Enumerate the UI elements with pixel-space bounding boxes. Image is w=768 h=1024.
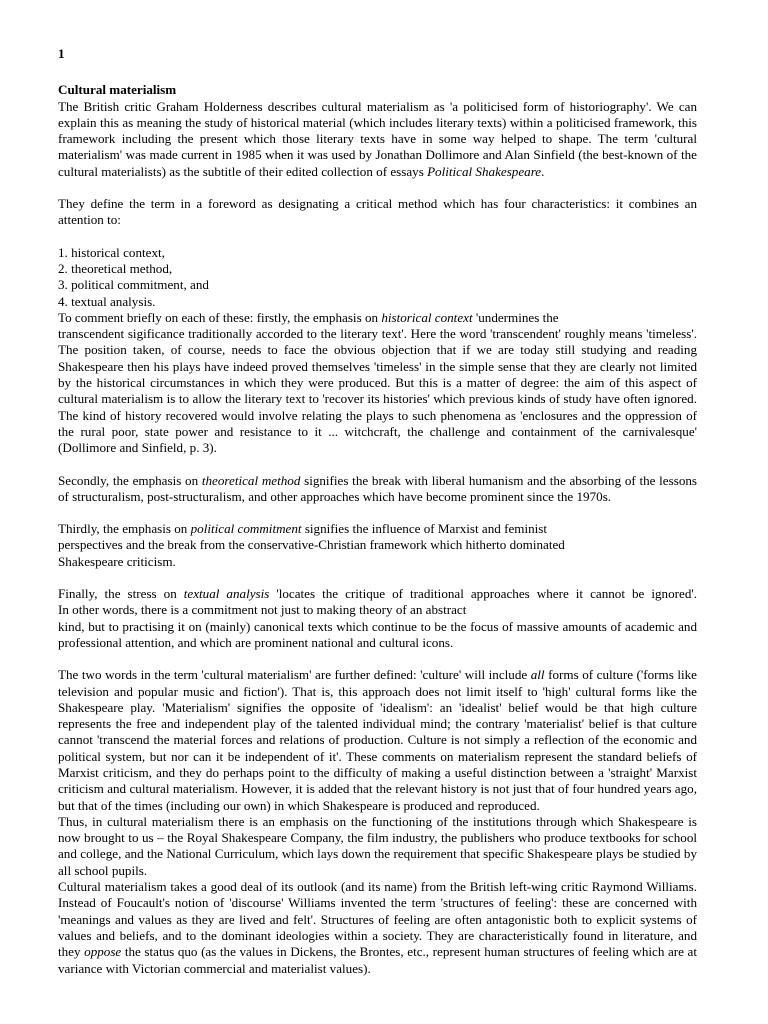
characteristics-list bbox=[58, 245, 697, 310]
text-span: To comment briefly on each of these: firstly, the emphasis on bbox=[58, 309, 382, 325]
paragraph-raymond-williams bbox=[58, 879, 697, 977]
paragraph-political-commitment bbox=[58, 521, 697, 570]
list-item: 1. historical context, bbox=[58, 244, 165, 260]
emphasis-textual-analysis: textual analysis bbox=[183, 586, 270, 602]
line: perspectives and the break from the conservative-Christian framework which hitherto dominated bbox=[58, 537, 565, 553]
paragraph-intro bbox=[58, 99, 697, 180]
paragraph-historical-context-first-line bbox=[58, 310, 697, 326]
paragraph-theoretical-method bbox=[58, 473, 697, 506]
text-span: signifies the influence of Marxist and feminist bbox=[301, 521, 547, 537]
text-span: forms of culture ('forms like television and popular music and fiction'). That is, this approach does not limit itself to 'high' cultural forms like the Shakespeare play. 'Materialism' signifies the opposite of 'idealism': an 'idealist' belief would be that high culture represents the free and independent play of the talented individual mind; the contrary 'materialist' belief is that culture cannot 'transcend the material forces and relations of production. Culture is not simply a reflection of the economic and political system, but nor can it be independent of it'. These comments on materialism represent the standard beliefs of Marxist criticism, and they do perhaps point to the difficulty of making a useful distinction between a 'straight' Marxist criticism and cultural materialism. However, it is added that the relevant history is not just that of four hundred years ago, but that of the times (including our own) in which Shakespeare is produced and reproduced. bbox=[58, 667, 697, 813]
text-span: signifies the break with liberal humanism and the absorbing of the lessons of structuralism, post-structuralism, and other approaches which have become prominent since the 1970s. bbox=[58, 472, 698, 504]
section-title: Cultural materialism bbox=[58, 82, 177, 98]
emphasis-political-commitment: political commitment bbox=[190, 521, 302, 537]
line: Shakespeare criticism. bbox=[58, 553, 176, 569]
emphasis-oppose: oppose bbox=[84, 944, 122, 960]
text-span: Secondly, the emphasis on bbox=[58, 472, 202, 488]
text-span: The two words in the term 'cultural materialism' are further defined: 'culture' will include bbox=[58, 667, 531, 683]
line: In other words, there is a commitment not just to making theory of an abstract bbox=[58, 602, 467, 618]
paragraph-intro-text: The British critic Graham Holderness describes cultural materialism as 'a politicised form of historiography'. We can explain this as meaning the study of historical material (which includes literary texts) within a politicised framework, this framework including the present which those literary texts have in some way helped to shape. The term 'cultural materialism' was made current in 1985 when it was used by Jonathan Dollimore and Alan Sinfield (the best-known of the cultural materialists) as the subtitle of their edited collection of essays bbox=[58, 98, 697, 179]
text-span: Thirdly, the emphasis on bbox=[58, 521, 191, 537]
paragraph-textual-analysis bbox=[58, 586, 697, 651]
text-span: Finally, the stress on bbox=[58, 586, 184, 602]
text-span: 'locates the critique of traditional approaches where it cannot be ignored'. bbox=[269, 586, 697, 602]
paragraph-institutions: Thus, in cultural materialism there is an emphasis on the functioning of the institutions through which Shakespeare is now brought to us – the Royal Shakespeare Company, the film industry, the publishers who produce textbooks for school and college, and the National Curriculum, which lays down the requirement that specific Shakespeare plays be studied by all school pupils. bbox=[58, 813, 697, 878]
paragraph-two-words bbox=[58, 667, 697, 814]
text-span: the status quo (as the values in Dickens, the Brontes, etc., represent human structures of feeling which are at variance with Victorian commercial and materialist values). bbox=[58, 944, 697, 976]
emphasis-historical-context: historical context bbox=[381, 309, 473, 325]
line: kind, but to practising it on (mainly) canonical texts which continue to be the focus of massive amounts of academic and professional attention, and which are prominent national and cultural icons. bbox=[58, 618, 697, 650]
list-item: 2. theoretical method, bbox=[58, 260, 173, 276]
paragraph-historical-context: transcendent sigificance traditionally accorded to the literary text'. Here the word 'transcendent' roughly means 'timeless'. The position taken, of course, needs to face the obvious objection that if we are today still studying and reading Shakespeare then his plays have indeed proved themselves 'timeless' in the simple sense that they are clearly not limited by the historical circumstances in which they were produced. But this is a matter of degree: the aim of this aspect of cultural materialism is to allow the literary text to 'recover its histories' which previous kinds of study have often ignored. The kind of history recovered would involve relating the plays to such phenomena as 'enclosures and the oppression of the rural poor, state power and resistance to it ... witchcraft, the challenge and containment of the carnivalesque' (Dollimore and Sinfield, p. 3). bbox=[58, 326, 697, 456]
line bbox=[58, 586, 697, 602]
text-span: 'undermines the bbox=[472, 309, 559, 325]
list-item: 3. political commitment, and bbox=[58, 277, 209, 293]
paragraph-definition: They define the term in a foreword as designating a critical method which has four characteristics: it combines an attention to: bbox=[58, 196, 697, 228]
list-item: 4. textual analysis. bbox=[58, 293, 156, 309]
paragraph-intro-end: . bbox=[541, 163, 545, 179]
page-number: 1 bbox=[58, 46, 65, 61]
book-title-political-shakespeare: Political Shakespeare bbox=[427, 163, 542, 179]
text-span: Cultural materialism takes a good deal of its outlook (and its name) from the British left-wing critic Raymond Williams. Instead of Foucault's notion of 'discourse' Williams invented the term 'structures of feeling': these are concerned with 'meanings and values as they are lived and felt'. Structures of feeling are often antagonistic both to explicit systems of values and beliefs, and to the dominant ideologies within a society. They are characteristically found in literature, and they bbox=[58, 879, 697, 960]
document-page bbox=[58, 46, 697, 977]
emphasis-theoretical-method: theoretical method bbox=[201, 472, 301, 488]
emphasis-all: all bbox=[530, 667, 545, 683]
line bbox=[58, 521, 697, 537]
